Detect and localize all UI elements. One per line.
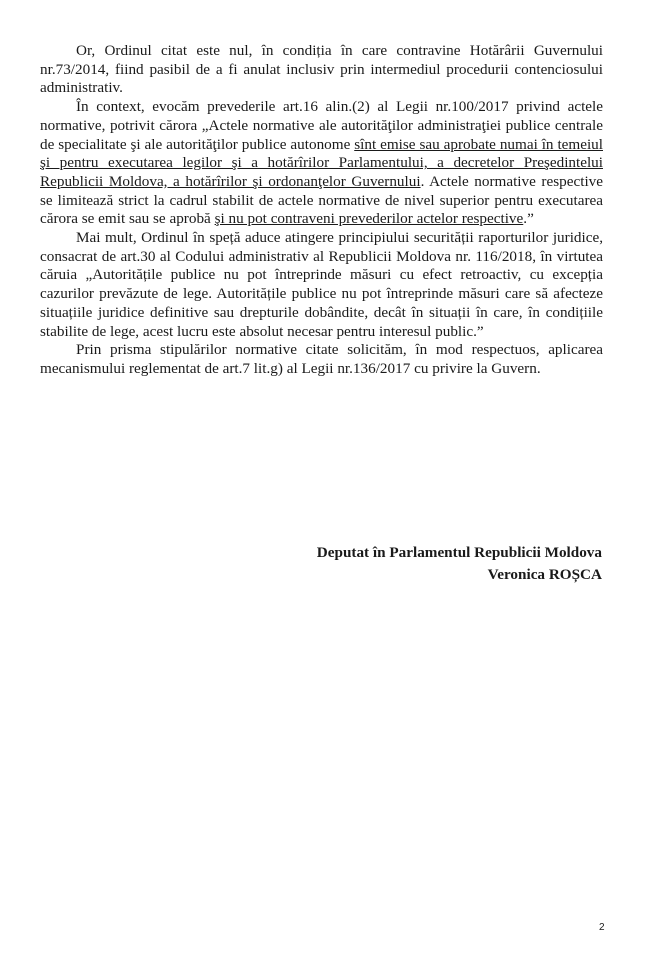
signature-block [317,542,602,586]
paragraph-2-part-c: . Actele normative respective se limitează strict la cadrul stabilit de actele normative de nivel superior pentru executarea cărora se emit sau se aprobă [40,172,603,228]
paragraph-2-underlined-a: sînt emise sau aprobate numai în temeiul şi pentru executarea legilor şi a hotărîrilor Parlamentului, a decretelor Preşedintelui Republicii Moldova, a hotărîrilor şi ordonanţelor Guvernului [40,135,603,190]
paragraph-2-part-e: .” [523,210,534,228]
paragraph-4: Prin prisma stipulărilor normative citate solicităm, în mod respectuos, aplicarea mecanismului reglementat de art.7 lit.g) al Legii nr.136/2017 cu privire la Guvern. [40,341,603,377]
paragraph-1: Or, Ordinul citat este nul, în condiția în care contravine Hotărârii Guvernului nr.73/2014, fiind pasibil de a fi anulat inclusiv prin intermediul procedurii contenciosului administrativ. [40,42,603,97]
signature-name: Veronica ROȘCA [487,566,602,583]
body-text [40,42,603,379]
paragraph-3: Mai mult, Ordinul în speță aduce atingere principiului securității raporturilor juridice, consacrat de art.30 al Codului administrativ al Republicii Moldova nr. 116/2018, în virtutea căruia „Autoritățile publice nu pot întreprinde măsuri cu efect retroactiv, cu excepția cazurilor prevăzute de lege. Autoritățile publice nu pot întreprinde măsuri care să afecteze situațiile juridice definitive sau drepturile dobândite, decât în situații în care, în condițiile stabilite de lege, acest lucru este absolut necesar pentru interesul public.” [40,229,603,340]
paragraph-2-part-a: În context, evocăm prevederile art.16 alin.(2) al Legii nr.100/2017 privind actele normative, potrivit cărora „Actele normative ale autorităţilor administraţiei publice centrale de specialitate şi ale autorităţilor publice autonome [40,98,603,153]
signature-title: Deputat în Parlamentul Republicii Moldova [316,544,602,561]
page-number: 2 [599,922,605,933]
paragraph-2 [40,98,603,229]
paragraph-2-underlined-b: şi nu pot contraveni prevederilor actelor respective [214,210,524,228]
